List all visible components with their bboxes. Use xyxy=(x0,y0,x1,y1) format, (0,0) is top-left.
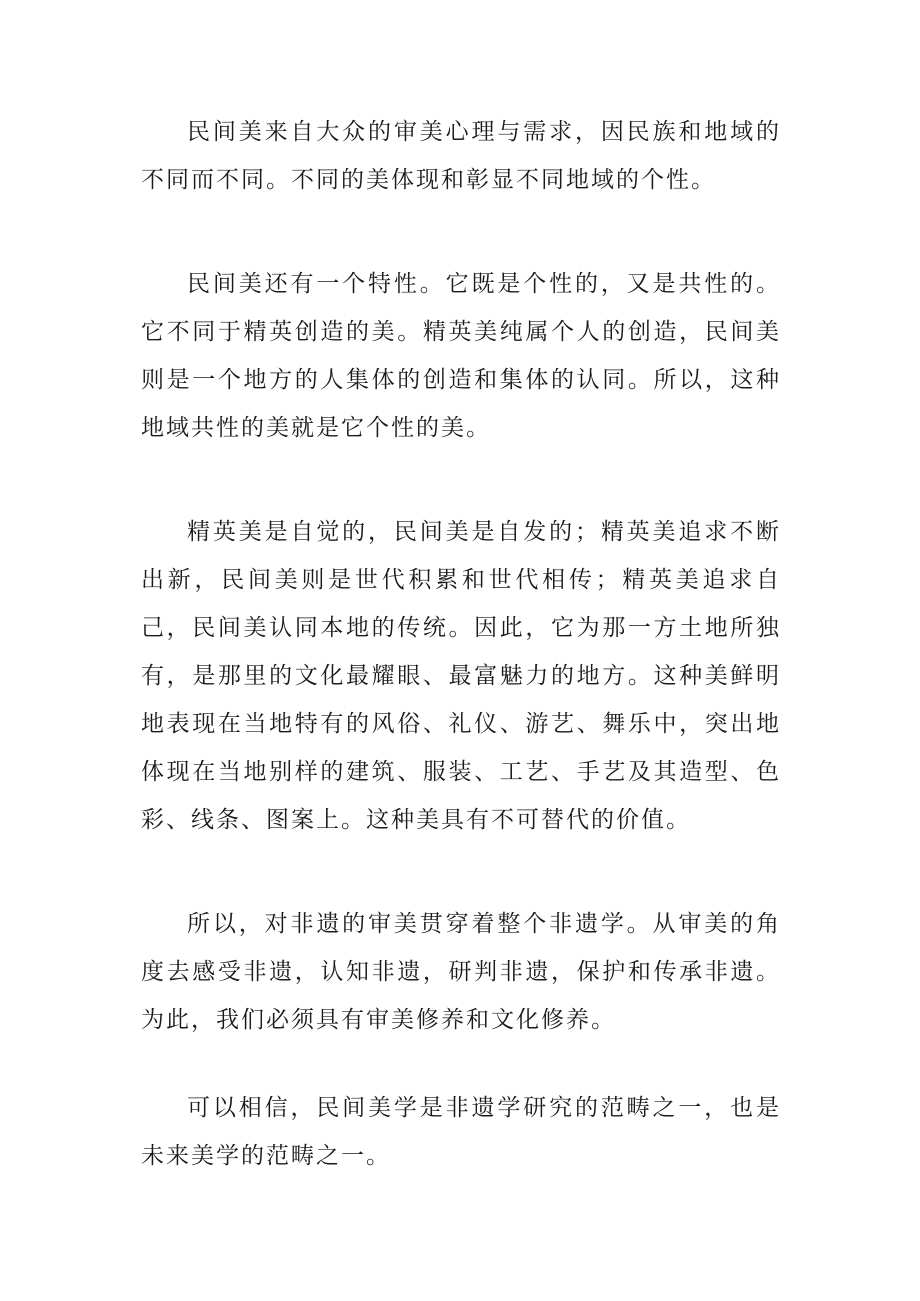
paragraph-5: 可以相信，民间美学是非遗学研究的范畴之一，也是未来美学的范畴之一。 xyxy=(141,1095,781,1169)
paragraph-1: 民间美来自大众的审美心理与需求，因民族和地域的不同而不同。不同的美体现和彰显不同地域的个性。 xyxy=(141,119,781,193)
paragraph-3: 精英美是自觉的，民间美是自发的；精英美追求不断出新，民间美则是世代积累和世代相传；精英美追求自己，民间美认同本地的传统。因此，它为那一方土地所独有，是那里的文化最耀眼、最富魅力的地方。这种美鲜明地表现在当地特有的风俗、礼仪、游艺、舞乐中，突出地体现在当地别样的建筑、服装、工艺、手艺及其造型、色彩、线条、图案上。这种美具有不可替代的价值。 xyxy=(141,519,781,833)
paragraph-2: 民间美还有一个特性。它既是个性的，又是共性的。它不同于精英创造的美。精英美纯属个人的创造，民间美则是一个地方的人集体的创造和集体的认同。所以，这种地域共性的美就是它个性的美。 xyxy=(141,271,781,441)
document-body xyxy=(141,108,781,1180)
paragraph-4: 所以，对非遗的审美贯穿着整个非遗学。从审美的角度去感受非遗，认知非遗，研判非遗，保护和传承非遗。为此，我们必须具有审美修养和文化修养。 xyxy=(141,911,781,1033)
